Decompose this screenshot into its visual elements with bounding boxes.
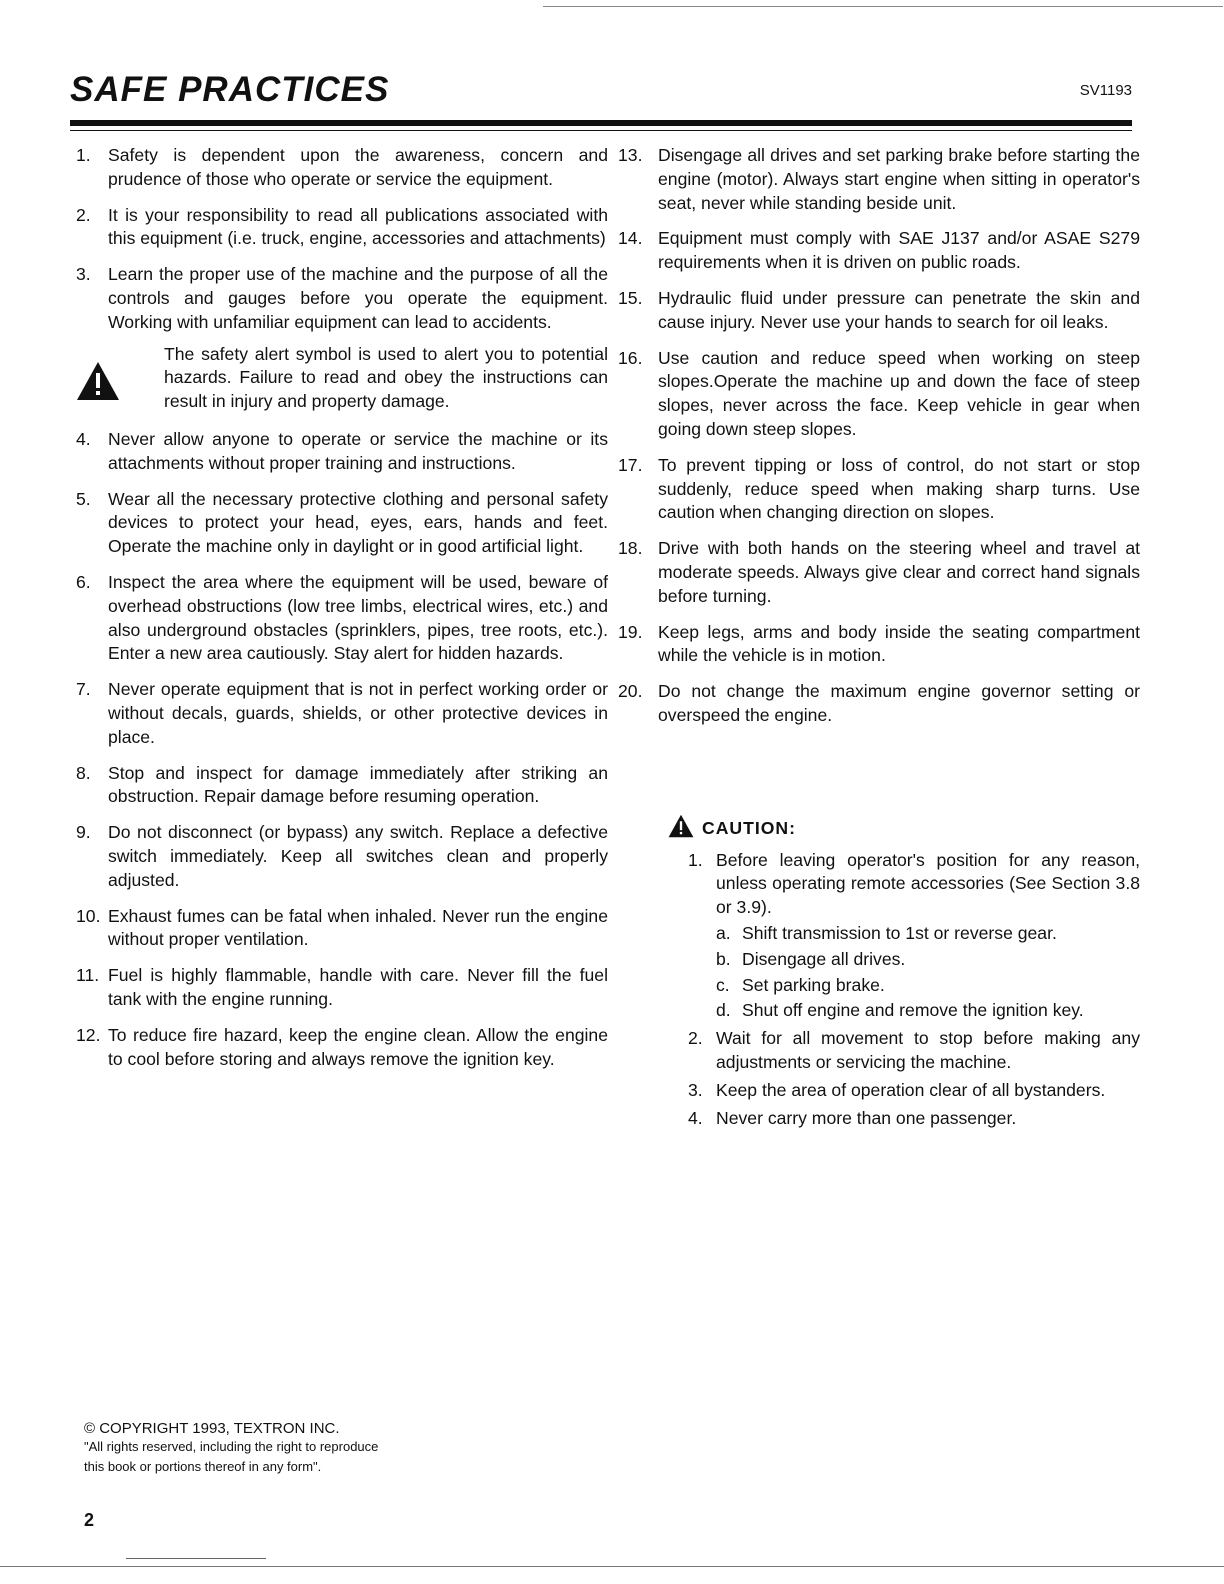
caution-subitem <box>716 948 1140 972</box>
caution-subitem <box>716 974 1140 998</box>
item-number: 4. <box>76 428 91 449</box>
list-item <box>618 287 1140 335</box>
list-item <box>618 454 1140 525</box>
item-text: Equipment must comply with SAE J137 and/or ASAE S279 requirements when it is driven on public roads. <box>658 228 1140 273</box>
header-rule-thin <box>70 130 1132 131</box>
caution-block <box>618 814 1140 1131</box>
list-item <box>618 680 1140 728</box>
item-text: Safety is dependent upon the awareness, concern and prudence of those who operate or service the equipment. <box>108 145 608 189</box>
right-column <box>618 144 1140 1134</box>
caution-item <box>688 1107 1140 1131</box>
subitem-text: Set parking brake. <box>742 974 885 995</box>
subitem-letter: b. <box>716 948 731 969</box>
page-title: SAFE PRACTICES <box>70 70 390 109</box>
item-number: 9. <box>76 822 91 843</box>
caution-list <box>668 849 1140 1131</box>
warning-triangle-icon <box>76 343 164 408</box>
list-item <box>76 678 608 749</box>
item-text: It is your responsibility to read all publications associated with this equipment (i.e. truck, engine, accessories and attachments) <box>108 204 608 249</box>
item-number: 14. <box>618 228 643 249</box>
caution-subitem <box>716 999 1140 1023</box>
list-item <box>76 263 608 334</box>
subitem-text: Shut off engine and remove the ignition key. <box>742 1000 1084 1021</box>
list-item <box>76 488 608 559</box>
list-item <box>76 762 608 810</box>
item-number: 10. <box>76 905 101 926</box>
caution-item <box>688 1079 1140 1103</box>
item-number: 18. <box>618 538 643 559</box>
left-column <box>76 144 608 1083</box>
item-number: 17. <box>618 454 643 475</box>
item-number: 8. <box>76 762 91 783</box>
item-text: Before leaving operator's position for any reason, unless operating remote accessories (See Section 3.8 or 3.9). <box>716 849 1140 918</box>
item-text: Do not change the maximum engine governor setting or overspeed the engine. <box>658 681 1140 725</box>
item-text: Disengage all drives and set parking brake before starting the engine (motor). Always start engine when sitting in operator's seat, never while standing beside unit. <box>658 145 1140 213</box>
item-number: 20. <box>618 681 643 702</box>
item-text: Wait for all movement to stop before making any adjustments or servicing the machine. <box>716 1028 1140 1072</box>
item-text: Inspect the area where the equipment will be used, beware of overhead obstructions (low tree limbs, electrical wires, etc.) and also underground obstacles (sprinklers, pipes, tree roots, etc.). Enter a new area cautiously. Stay alert for hidden hazards. <box>108 571 608 664</box>
item-number: 5. <box>76 488 91 509</box>
list-item <box>76 1024 608 1072</box>
item-number: 1. <box>688 849 703 870</box>
page-header <box>70 70 1132 116</box>
list-item <box>76 821 608 892</box>
list-item <box>76 905 608 953</box>
subitem-letter: a. <box>716 922 731 943</box>
document-code: SV1193 <box>1079 82 1132 99</box>
item-number: 15. <box>618 287 643 308</box>
item-text: Learn the proper use of the machine and the purpose of all the controls and gauges before you operate the equipment. Working with unfamiliar equipment can lead to accidents. <box>108 264 608 332</box>
item-text: Exhaust fumes can be fatal when inhaled. Never run the engine without proper ventilation. <box>108 905 608 950</box>
item-text: Never allow anyone to operate or service the machine or its attachments without proper training and instructions. <box>108 428 608 473</box>
list-item <box>618 621 1140 669</box>
warning-triangle-icon <box>668 814 694 845</box>
list-item <box>76 428 608 476</box>
safety-alert-note <box>76 343 608 414</box>
item-text: Fuel is highly flammable, handle with care. Never fill the fuel tank with the engine running. <box>108 965 608 1009</box>
list-item <box>76 144 608 192</box>
caution-heading <box>668 814 1140 845</box>
item-text: Do not disconnect (or bypass) any switch. Replace a defective switch immediately. Keep all switches clean and properly adjusted. <box>108 822 608 890</box>
item-text: Use caution and reduce speed when working on steep slopes.Operate the machine up and down the face of steep slopes, never across the face. Keep vehicle in gear when going down steep slopes. <box>658 347 1140 439</box>
item-text: Keep the area of operation clear of all bystanders. <box>716 1079 1106 1100</box>
item-number: 13. <box>618 145 643 165</box>
subitem-letter: d. <box>716 1000 731 1021</box>
list-item <box>76 571 608 666</box>
item-text: Never carry more than one passenger. <box>716 1107 1017 1128</box>
copyright-footer <box>84 1420 378 1477</box>
list-item <box>618 144 1140 215</box>
item-text: Wear all the necessary protective clothing and personal safety devices to protect your head, eyes, ears, hands and feet. Operate the machine only in daylight or in good artificial light. <box>108 488 608 557</box>
item-number: 12. <box>76 1024 101 1045</box>
caution-label: CAUTION: <box>702 818 797 839</box>
item-number: 2. <box>688 1028 703 1049</box>
top-edge-rule <box>543 6 1223 7</box>
safety-alert-text: The safety alert symbol is used to alert you to potential hazards. Failure to read and obey the instructions can result in injury and property damage. <box>164 343 608 412</box>
caution-item <box>688 849 1140 1024</box>
copyright-line: © COPYRIGHT 1993, TEXTRON INC. <box>84 1420 340 1437</box>
list-item <box>618 537 1140 608</box>
item-text: To reduce fire hazard, keep the engine clean. Allow the engine to cool before storing and always remove the ignition key. <box>108 1024 608 1069</box>
rights-line-1: "All rights reserved, including the right to reproduce <box>84 1439 379 1454</box>
item-text: Keep legs, arms and body inside the seating compartment while the vehicle is in motion. <box>658 621 1140 666</box>
caution-subitem <box>716 922 1140 946</box>
item-text: To prevent tipping or loss of control, do not start or stop suddenly, reduce speed when making sharp turns. Use caution when changing direction on slopes. <box>658 454 1140 523</box>
item-number: 2. <box>76 204 91 225</box>
subitem-text: Disengage all drives. <box>742 948 906 969</box>
page-number: 2 <box>84 1510 95 1530</box>
subitem-text: Shift transmission to 1st or reverse gear. <box>742 922 1057 943</box>
item-number: 4. <box>688 1107 703 1128</box>
rights-line-2: this book or portions thereof in any form". <box>84 1459 322 1474</box>
item-number: 7. <box>76 679 91 700</box>
subitem-letter: c. <box>716 974 730 995</box>
list-item <box>76 964 608 1012</box>
header-rule-thick <box>70 120 1132 126</box>
list-item <box>76 204 608 252</box>
item-number: 19. <box>618 621 643 642</box>
bottom-rule-long <box>0 1566 1224 1567</box>
item-number: 16. <box>618 347 643 368</box>
caution-item <box>688 1027 1140 1075</box>
item-text: Stop and inspect for damage immediately after striking an obstruction. Repair damage before resuming operation. <box>108 762 608 807</box>
item-number: 11. <box>76 965 100 986</box>
item-number: 3. <box>688 1079 703 1100</box>
item-text: Hydraulic fluid under pressure can penetrate the skin and cause injury. Never use your hands to search for oil leaks. <box>658 287 1140 332</box>
bottom-rule-short <box>126 1558 266 1559</box>
item-number: 6. <box>76 571 91 592</box>
item-number: 1. <box>76 145 91 165</box>
item-text: Drive with both hands on the steering wheel and travel at moderate speeds. Always give clear and correct hand signals before turning. <box>658 538 1140 606</box>
list-item <box>618 347 1140 442</box>
list-item <box>618 227 1140 275</box>
item-number: 3. <box>76 264 91 285</box>
item-text: Never operate equipment that is not in perfect working order or without decals, guards, shields, or other protective devices in place. <box>108 679 608 747</box>
